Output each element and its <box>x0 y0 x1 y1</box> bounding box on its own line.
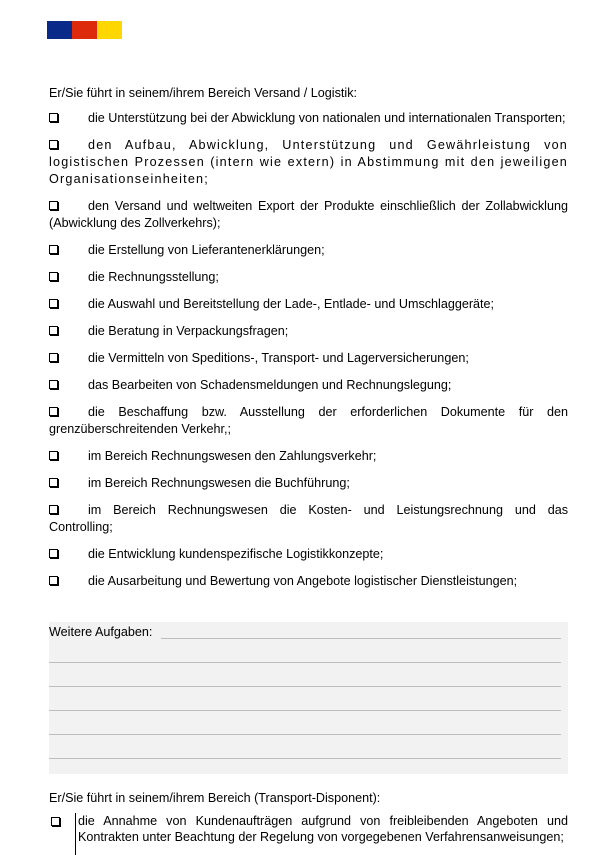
checkbox[interactable] <box>49 451 58 460</box>
list-item <box>49 323 568 340</box>
checkbox[interactable] <box>49 576 58 585</box>
list-item-text: die Entwicklung kundenspezifische Logistikkonzepte; <box>88 547 384 561</box>
list-item-text: die Rechnungsstellung; <box>88 270 219 284</box>
list-item-text: im Bereich Rechnungswesen den Zahlungsverkehr; <box>88 449 377 463</box>
checkbox[interactable] <box>49 245 58 254</box>
section2-intro: Er/Sie führt in seinem/ihrem Bereich (Transport-Disponent): <box>49 791 381 805</box>
list-item-text: den Aufbau, Abwicklung, Unterstützung und Gewährleistung von logistischen Prozessen (intern wie extern) in Abstimmung mit den jeweiligen Organisationseinheiten; <box>49 138 568 186</box>
task-list-logistics <box>49 85 568 600</box>
list-item-text: im Bereich Rechnungswesen die Buchführung; <box>88 476 350 490</box>
list-item-text: die Vermitteln von Speditions-, Transport- und Lagerversicherungen; <box>88 351 469 365</box>
list-item <box>49 198 568 232</box>
writing-line <box>49 662 561 663</box>
list-item <box>49 546 568 563</box>
list-item <box>49 242 568 259</box>
list-item-text: im Bereich Rechnungswesen die Kosten- und Leistungsrechnung und das Controlling; <box>49 503 568 534</box>
list-item <box>49 404 568 438</box>
checkbox[interactable] <box>49 380 58 389</box>
list-item <box>49 573 568 590</box>
list-item <box>49 137 568 188</box>
list-item-text: die Ausarbeitung und Bewertung von Angebote logistischer Dienstleistungen; <box>88 574 518 588</box>
list-item <box>49 475 568 492</box>
writing-line <box>49 734 561 735</box>
checkbox[interactable] <box>49 140 58 149</box>
list-item-text: das Bearbeiten von Schadensmeldungen und Rechnungslegung; <box>88 378 452 392</box>
list-item <box>49 448 568 465</box>
checkbox[interactable] <box>49 326 58 335</box>
further-tasks-field[interactable] <box>49 622 568 774</box>
checkbox[interactable] <box>49 201 58 210</box>
checkbox[interactable] <box>49 299 58 308</box>
checkbox[interactable] <box>49 272 58 281</box>
checkbox[interactable] <box>49 549 58 558</box>
checkbox[interactable] <box>49 353 58 362</box>
further-tasks-label: Weitere Aufgaben: <box>49 625 153 639</box>
list-item <box>49 269 568 286</box>
list-item <box>49 296 568 313</box>
logo-red-block <box>72 21 97 39</box>
writing-line <box>161 638 561 639</box>
list-item-text: die Beratung in Verpackungsfragen; <box>88 324 289 338</box>
list-item <box>49 110 568 127</box>
writing-line <box>49 686 561 687</box>
list-item-text: die Unterstützung bei der Abwicklung von nationalen und internationalen Transporten; <box>88 111 566 125</box>
checkbox[interactable] <box>49 478 58 487</box>
checkbox[interactable] <box>49 505 58 514</box>
list-item <box>49 350 568 367</box>
logo-yellow-block <box>97 21 122 39</box>
list-item <box>49 813 568 855</box>
list-item-text: die Beschaffung bzw. Ausstellung der erforderlichen Dokumente für den grenzüberschreitenden Verkehr,; <box>49 405 568 436</box>
task-list-transport <box>49 790 568 855</box>
list-item <box>49 377 568 394</box>
writing-line <box>49 710 561 711</box>
writing-line <box>49 758 561 759</box>
section-intro: Er/Sie führt in seinem/ihrem Bereich Versand / Logistik: <box>49 86 357 100</box>
checkbox[interactable] <box>49 407 58 416</box>
list-item-text: den Versand und weltweiten Export der Produkte einschließlich der Zollabwicklung (Abwicklung des Zollverkehrs); <box>49 199 568 230</box>
list-item-text: die Auswahl und Bereitstellung der Lade-, Entlade- und Umschlaggeräte; <box>88 297 495 311</box>
list-item <box>49 502 568 536</box>
company-logo <box>47 21 122 39</box>
list-item-text: die Annahme von Kundenaufträgen aufgrund von freibleibenden Angeboten und Kontrakten unter Beachtung der Regelung von vorgegebenen Verfahrensanweisungen; <box>75 813 568 855</box>
checkbox[interactable] <box>49 113 58 122</box>
logo-blue-block <box>47 21 72 39</box>
list-item-text: die Erstellung von Lieferantenerklärungen; <box>88 243 325 257</box>
checkbox[interactable] <box>51 817 60 826</box>
